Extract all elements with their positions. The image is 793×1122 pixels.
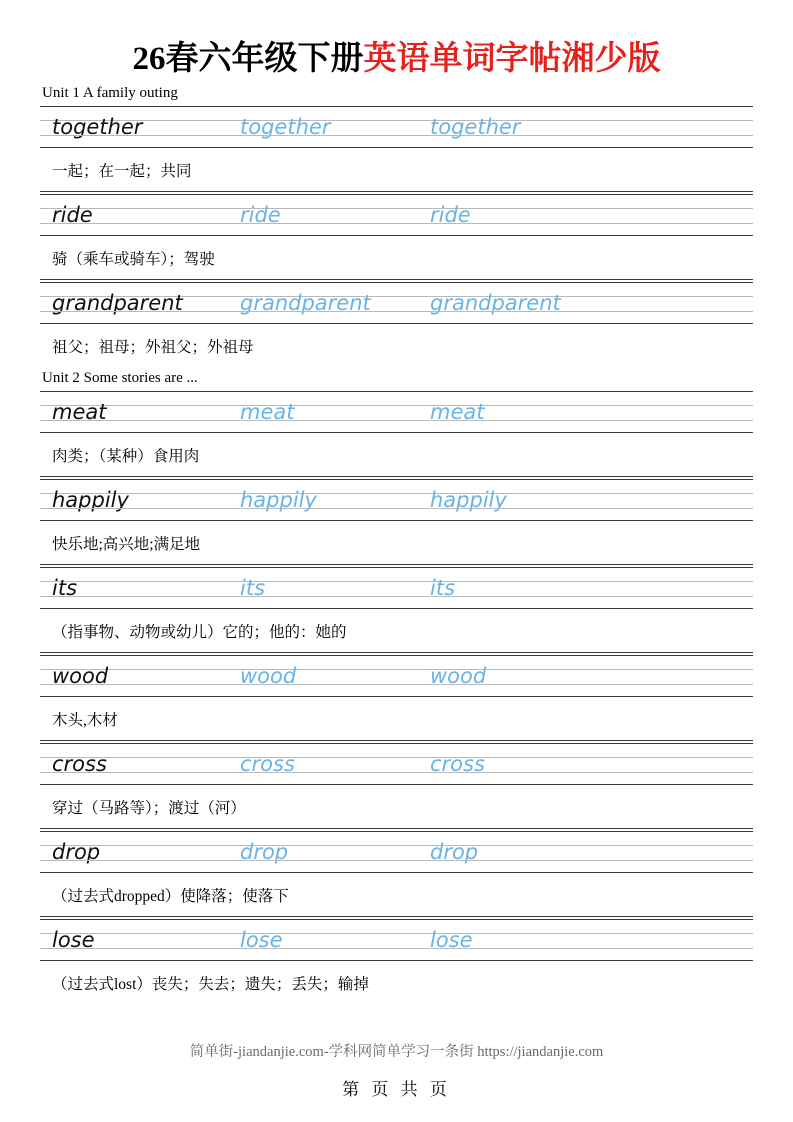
meaning-row — [40, 433, 753, 477]
meaning-text: 一起；在一起；共同 — [52, 162, 192, 180]
page-title-red: 英语单词字帖湘少版 — [363, 41, 661, 77]
meaning-text: 祖父；祖母；外祖父；外祖母 — [52, 339, 254, 356]
word-trace-1: ride — [240, 202, 281, 227]
page-title — [40, 32, 753, 79]
word-text: cross — [52, 751, 107, 776]
word-trace-2: grandparent — [430, 290, 561, 315]
word-trace-2: cross — [430, 751, 485, 776]
meaning-row — [40, 324, 753, 368]
writing-staff — [40, 479, 753, 521]
page-title-black: 26春六年级下册 — [132, 41, 364, 77]
writing-staff — [40, 831, 753, 873]
meaning-text: （过去式dropped）使降落；使落下 — [52, 887, 289, 905]
word-text: its — [52, 575, 78, 600]
word-trace-1: lose — [240, 927, 283, 952]
word-block — [40, 919, 753, 1005]
word-trace-2: meat — [430, 399, 485, 424]
meaning-text: 木头,木材 — [52, 711, 118, 729]
word-block — [40, 743, 753, 829]
word-text: lose — [52, 927, 95, 952]
meaning-text: 快乐地;高兴地;满足地 — [52, 535, 201, 553]
word-text: grandparent — [52, 290, 183, 315]
word-trace-1: wood — [240, 663, 297, 688]
unit-heading-1: Unit 1 A family outing — [42, 85, 178, 101]
meaning-row — [40, 521, 753, 565]
word-text: together — [52, 114, 143, 139]
meaning-row — [40, 148, 753, 192]
word-block — [40, 282, 753, 368]
word-trace-2: wood — [430, 663, 487, 688]
meaning-row — [40, 697, 753, 741]
word-block — [40, 567, 753, 653]
writing-staff — [40, 567, 753, 609]
word-block — [40, 106, 753, 192]
meaning-text: 肉类；（某种）食用肉 — [52, 447, 200, 465]
writing-staff — [40, 743, 753, 785]
meaning-row — [40, 785, 753, 829]
word-trace-1: its — [240, 575, 266, 600]
footer-source-text: 简单街-jiandanjie.com-学科网简单学习一条街 https://jiandanjie.com — [189, 1044, 604, 1060]
word-trace-2: its — [430, 575, 456, 600]
word-trace-1: meat — [240, 399, 295, 424]
meaning-text: 骑（乘车或骑车）；驾驶 — [52, 250, 215, 268]
word-trace-2: lose — [430, 927, 473, 952]
writing-staff — [40, 391, 753, 433]
meaning-row — [40, 961, 753, 1005]
page-footer — [0, 1040, 793, 1100]
word-trace-1: cross — [240, 751, 295, 776]
meaning-text: （指事物、动物或幼儿）它的；他的：她的 — [52, 623, 347, 641]
writing-staff — [40, 919, 753, 961]
word-block — [40, 655, 753, 741]
unit-heading-2: Unit 2 Some stories are ... — [42, 370, 198, 386]
word-trace-2: ride — [430, 202, 471, 227]
writing-staff — [40, 655, 753, 697]
word-text: wood — [52, 663, 109, 688]
word-text: drop — [52, 839, 101, 864]
word-trace-2: drop — [430, 839, 479, 864]
meaning-row — [40, 236, 753, 280]
word-trace-1: together — [240, 114, 331, 139]
word-block — [40, 194, 753, 280]
writing-staff — [40, 282, 753, 324]
word-text: ride — [52, 202, 93, 227]
word-trace-2: happily — [430, 487, 507, 512]
footer-page-number: 第 页 共 页 — [342, 1080, 451, 1099]
meaning-text: （过去式lost）丧失；失去；遗失；丢失；输掉 — [52, 976, 369, 993]
word-block — [40, 831, 753, 917]
writing-staff — [40, 194, 753, 236]
meaning-text: 穿过（马路等）；渡过（河） — [52, 799, 246, 817]
writing-staff — [40, 106, 753, 148]
meaning-row — [40, 609, 753, 653]
meaning-row — [40, 873, 753, 917]
word-block — [40, 479, 753, 565]
word-trace-2: together — [430, 114, 521, 139]
word-trace-1: drop — [240, 839, 289, 864]
word-text: meat — [52, 399, 107, 424]
word-text: happily — [52, 487, 129, 512]
word-block — [40, 391, 753, 477]
word-trace-1: grandparent — [240, 290, 371, 315]
word-trace-1: happily — [240, 487, 317, 512]
